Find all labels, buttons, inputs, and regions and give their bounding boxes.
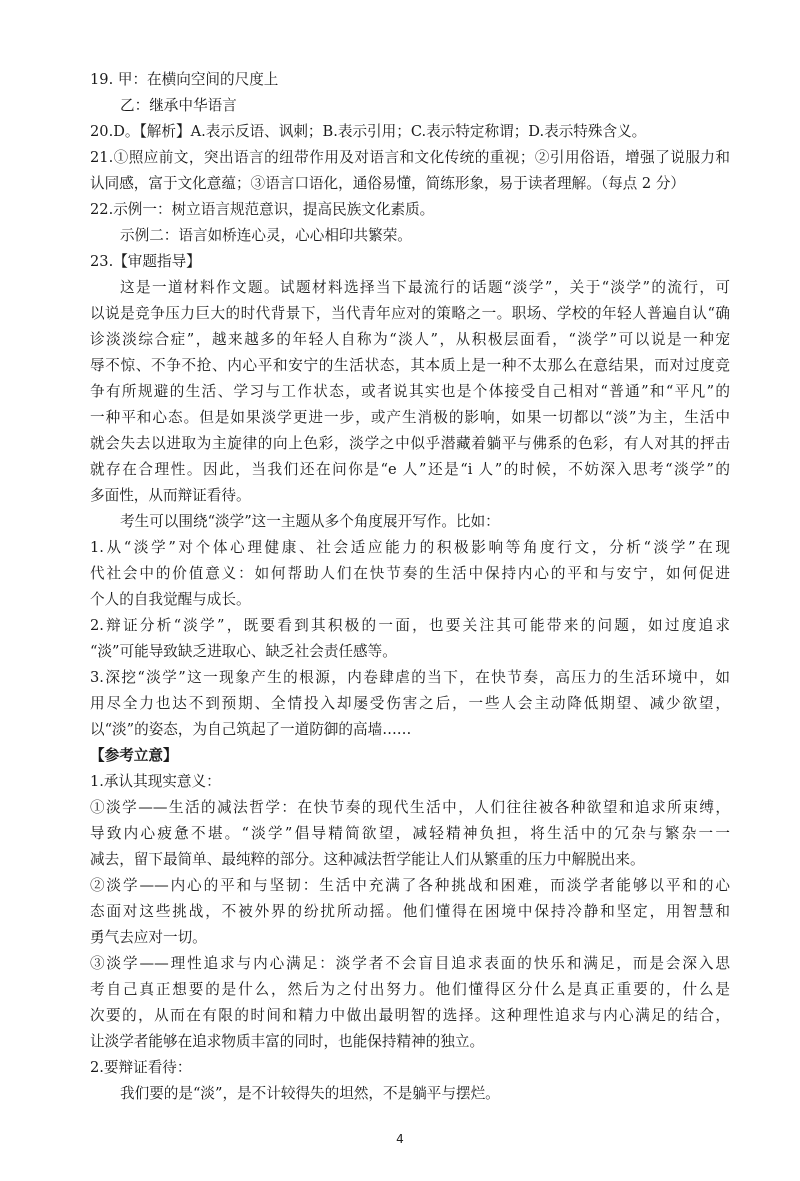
answer-21-line: 认同感，富于文化意蕴；③语言口语化，通俗易懂，简练形象，易于读者理解。（每点 2 分）	[90, 175, 686, 192]
point-line: 让淡学者能够在追求物质丰富的同时，也能保持精神的独立。	[90, 1033, 485, 1050]
point-line: 考自己真正想要的是什么，然后为之付出努力。他们懂得区分什么是真正重要的，什么是	[90, 981, 730, 998]
reference-heading: 【参考立意】	[90, 747, 178, 764]
answer-22-line: 22.示例一：树立语言规范意识，提高民族文化素质。	[90, 201, 435, 218]
closing-line: 我们要的是“淡”，是不计较得失的坦然，不是躺平与摆烂。	[120, 1085, 500, 1102]
paragraph-line: 考生可以围绕“淡学”这一主题从多个角度展开写作。比如：	[120, 513, 500, 530]
answer-20-line: 20.D。【解析】A.表示反语、讽刺；B.表示引用；C.表示特定称谓；D.表示特殊含义。	[90, 123, 647, 140]
list-item-line: 3.深挖“淡学”这一现象产生的根源，内卷肆虐的当下，在快节奏，高压力的生活环境中，如	[90, 669, 730, 686]
list-item-line: 1.从“淡学”对个体心理健康、社会适应能力的积极影响等角度行文，分析“淡学”在现	[90, 539, 730, 556]
point-line: 勇气去应对一切。	[90, 929, 207, 946]
answer-19-line: 乙：继承中华语言	[120, 97, 237, 114]
list-item-line: 2.辩证分析“淡学”，既要看到其积极的一面，也要关注其可能带来的问题，如过度追求	[90, 617, 730, 634]
list-item-line: “淡”可能导致缺乏进取心、缺乏社会责任感等。	[90, 643, 397, 660]
point-line: ②淡学——内心的平和与坚韧：生活中充满了各种挑战和困难，而淡学者能够以平和的心	[90, 877, 730, 894]
list-item-line: 用尽全力也达不到预期、全情投入却屡受伤害之后，一些人会主动降低期望、减少欲望，	[90, 695, 730, 712]
answer-22-line: 示例二：语言如桥连心灵，心心相印共繁荣。	[120, 227, 412, 244]
paragraph-line: 辱不惊、不争不抢、内心平和安宁的生活状态，其本质上是一种不太那么在意结果，而对过度竞	[90, 357, 730, 374]
point-line: 态面对这些挑战，不被外界的纷扰所动摇。他们懂得在困境中保持冷静和坚定，用智慧和	[90, 903, 730, 920]
list-item-line: 代社会中的价值意义：如何帮助人们在快节奏的生活中保持内心的平和与安宁，如何促进	[90, 565, 730, 582]
paragraph-line: 这是一道材料作文题。试题材料选择当下最流行的话题“淡学”，关于“淡学”的流行，可	[120, 279, 730, 296]
paragraph-line: 就存在合理性。因此，当我们还在问你是“e 人”还是“i 人”的时候，不妨深入思考“淡学”的	[90, 461, 730, 478]
list-item-line: 以“淡”的姿态，为自己筑起了一道防御的高墙……	[90, 721, 412, 738]
point-line: 减去，留下最简单、最纯粹的部分。这种减法哲学能让人们从繁重的压力中解脱出来。	[90, 851, 645, 868]
list-item-line: 个人的自我觉醒与成长。	[90, 591, 251, 608]
section-heading: 2.要辩证看待：	[90, 1059, 192, 1076]
point-line: ①淡学——生活的减法哲学：在快节奏的现代生活中，人们往往被各种欲望和追求所束缚，	[90, 799, 730, 816]
paragraph-line: 以说是竞争压力巨大的时代背景下，当代青年应对的策略之一。职场、学校的年轻人普遍自认“确	[90, 305, 730, 322]
paragraph-line: 一种平和心态。但是如果淡学更进一步，或产生消极的影响，如果一切都以“淡”为主，生活中	[90, 409, 730, 426]
point-line: 导致内心疲惫不堪。“淡学”倡导精简欲望，减轻精神负担，将生活中的冗杂与繁杂一一	[90, 825, 730, 842]
paragraph-line: 就会失去以进取为主旋律的向上色彩，淡学之中似乎潜藏着躺平与佛系的色彩，有人对其的抨击	[90, 435, 730, 452]
answer-23-heading: 23.【审题指导】	[90, 253, 201, 270]
point-line: 次要的，从而在有限的时间和精力中做出最明智的选择。这种理性追求与内心满足的结合，	[90, 1007, 730, 1024]
section-heading: 1.承认其现实意义：	[90, 773, 221, 790]
answer-19-line: 19. 甲：在横向空间的尺度上	[90, 71, 279, 88]
page-number: 4	[396, 1132, 404, 1146]
answer-21-line: 21.①照应前文，突出语言的纽带作用及对语言和文化传统的重视；②引用俗语，增强了说服力和	[90, 149, 730, 166]
paragraph-line: 多面性，从而辩证看待。	[90, 487, 251, 504]
point-line: ③淡学——理性追求与内心满足：淡学者不会盲目追求表面的快乐和满足，而是会深入思	[90, 955, 730, 972]
paragraph-line: 诊淡淡综合症”，越来越多的年轻人自称为“淡人”，从积极层面看，“淡学”可以说是一种宠	[90, 331, 730, 348]
paragraph-line: 争有所规避的生活、学习与工作状态，或者说其实也是个体接受自己相对“普通”和“平凡”的	[90, 383, 730, 400]
